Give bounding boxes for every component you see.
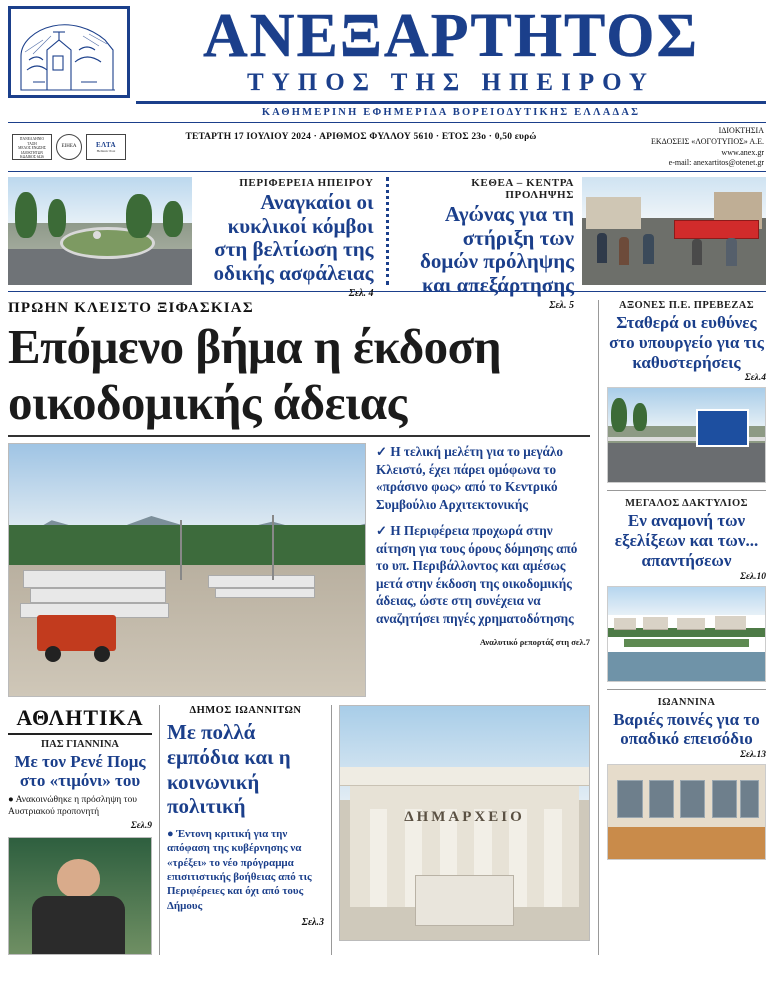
owner-website[interactable]: www.anex.gr <box>721 147 764 157</box>
municipality-body: ● Έντονη κριτική για την απόφαση της κυβέρνησης να «τρέξει» το νέο πρόγραμμα επισιτιστικής βοήθειας από τις Περιφέρειες και όχι από τους Δήμους <box>167 828 312 912</box>
teaser-1-headline: Αναγκαίοι οι κυκλικοί κόμβοι στη βελτίωση της οδικής ασφάλειας <box>213 190 374 285</box>
owner-line-2: ΕΚΔΟΣΕΙΣ «ΛΟΓΟΤΥΠΟΣ» Α.Ε. <box>650 136 764 146</box>
sports-headline: Με τον Ρενέ Πομς στο «τιμόνι» του <box>14 752 146 791</box>
right-2-kicker: ΜΕΓΑΛΟΣ ΔΑΚΤΥΛΙΟΣ <box>625 498 748 510</box>
owner-info <box>586 123 766 171</box>
masthead-rule <box>136 101 766 104</box>
right-divider-1 <box>607 490 766 491</box>
teaser-2-page: Σελ. 5 <box>549 300 574 312</box>
right-item-3[interactable] <box>607 697 766 860</box>
lead-bullet-2: ✓ Η Περιφέρεια προχωρά στην αίτηση για τους όρους δόμησης από το υπ. Περιβάλλοντος και αμέσως μετά στην έκδοση της οικοδομικής άδειας, ώστε στη συνέχεια να αναζητήσει πηγές χρηματοδότησης <box>376 523 578 627</box>
teaser-2-headline: Αγώνας για τη στήριξη των δομών πρόληψης και απεξάρτησης <box>419 202 574 297</box>
badge-group <box>8 123 136 171</box>
dateline: ΤΕΤΑΡΤΗ 17 ΙΟΥΛΙΟΥ 2024 · ΑΡΙΘΜΟΣ ΦΥΛΛΟΥ 5610 · ΕΤΟΣ 23ο · 0,50 ευρώ <box>185 132 537 143</box>
teaser-1[interactable] <box>192 177 382 300</box>
owner-line-1: ΙΔΙΟΚΤΗΣΙΑ <box>718 126 764 136</box>
teaser-1-page: Σελ. 4 <box>348 288 374 300</box>
right-item-2[interactable] <box>607 498 766 681</box>
court-hall-photo <box>607 764 766 860</box>
town-hall-photo <box>339 705 590 941</box>
right-1-headline: Σταθερά οι ευθύνες στο υπουργείο για τις καθυστερήσεις <box>609 313 764 372</box>
elta-badge-top: ΕΛΤΑ <box>95 140 117 149</box>
newspaper-logo <box>8 6 130 98</box>
castle-tower-icon <box>13 10 125 94</box>
seal-badge-text: ΕΙΗΕΑ <box>61 144 77 149</box>
right-1-kicker: ΑΞΟΝΕΣ Π.Ε. ΠΡΕΒΕΖΑΣ <box>618 300 755 312</box>
lead-credit: Αναλυτικό ρεπορτάζ στη σελ.7 <box>479 636 590 647</box>
owner-email[interactable]: e-mail: anexartitos@otenet.gr <box>668 158 764 168</box>
masthead-title-block <box>136 2 766 119</box>
municipality-block[interactable] <box>160 705 332 955</box>
teaser-1-kicker: ΠΕΡΙΦΕΡΕΙΑ ΗΠΕΙΡΟΥ <box>239 177 374 190</box>
teaser-divider <box>386 177 389 285</box>
lead-column <box>8 300 598 955</box>
right-1-page: Σελ.4 <box>744 373 766 384</box>
teaser-2-kicker: ΚΕΘΕΑ – ΚΕΝΤΡΑ ΠΡΟΛΗΨΗΣ <box>471 177 574 202</box>
sports-kicker: ΠΑΣ ΓΙΑΝΝΙΝΑ <box>40 739 119 751</box>
main-content <box>8 300 766 955</box>
badge-line-4: ΚΩΔΙΚΟΣ 6426 <box>20 155 44 160</box>
elta-badge <box>86 134 126 160</box>
press-registry-badge <box>12 134 52 160</box>
right-item-1[interactable] <box>607 300 766 483</box>
municipality-kicker: ΔΗΜΟΣ ΙΩΑΝΝΙΤΩΝ <box>189 705 302 717</box>
protest-rally-photo <box>582 177 766 285</box>
seal-badge <box>56 134 82 160</box>
sports-page: Σελ.9 <box>130 820 152 831</box>
badge-line-1: ΠΑΝΕΛΛΗΝΙΟ ΤΑΞΗ <box>19 137 45 146</box>
lead-kicker: ΠΡΩΗΝ ΚΛΕΙΣΤΟ ΞΙΦΑΣΚΙΑΣ <box>8 300 254 317</box>
lead-bullet-1: ✓ Η τελική μελέτη για το μεγάλο Κλειστό, έχει πάρει ομόφωνα το «πράσινο φως» από το Κεντρικό Συμβούλιο Αρχιτεκτονικής <box>376 444 563 512</box>
info-bar <box>8 122 766 172</box>
masthead <box>8 2 766 119</box>
badge-line-3: ΙΔΙΟΚΤΗΤΩΝ <box>21 150 43 155</box>
lead-headline-line-2: οικοδομικής άδειας <box>8 375 407 431</box>
elta-badge-bottom: Hellenic Post <box>96 149 116 154</box>
construction-site-photo <box>8 443 366 697</box>
city-aerial-photo <box>607 586 766 682</box>
coach-portrait-photo <box>8 837 152 955</box>
section-divider <box>8 291 766 292</box>
right-3-headline: Βαριές ποινές για το οπαδικό επεισόδιο <box>613 709 760 749</box>
right-divider-2 <box>607 689 766 690</box>
right-column <box>598 300 766 955</box>
bottom-row <box>8 705 590 955</box>
lead-rule <box>8 435 590 437</box>
right-2-page: Σελ.10 <box>740 571 766 582</box>
masthead-tagline: ΚΑΘΗΜΕΡΙΝΗ ΕΦΗΜΕΡΙΔΑ ΒΟΡΕΙΟΔΥΤΙΚΗΣ ΕΛΛΑΔΑΣ <box>261 107 641 119</box>
motorway-sign-photo <box>607 387 766 483</box>
lead-bullets <box>366 443 590 697</box>
building-sign-label: ΔΗΜΑΡΧΕΙΟ <box>404 809 525 826</box>
page-title: ΑΝΕΞΑΡΤΗΤΟΣ <box>202 2 700 70</box>
right-3-kicker: ΙΩΑΝΝΙΝΑ <box>657 696 716 708</box>
municipality-page: Σελ.3 <box>301 916 324 928</box>
sports-bullet: ● Ανακοινώθηκε η πρόσληψη του Αυστριακού προπονητή <box>8 795 137 818</box>
roundabout-photo <box>8 177 192 285</box>
badge-line-2: ΜΕΛΟΣ ΕΝΩΣΗΣ <box>18 146 46 151</box>
teaser-2[interactable] <box>393 177 583 312</box>
town-hall-block <box>332 705 590 955</box>
masthead-subtitle: ΤΥΠΟΣ ΤΗΣ ΗΠΕΙΡΟΥ <box>247 69 655 97</box>
sports-block[interactable] <box>8 705 160 955</box>
right-2-headline: Εν αναμονή των εξελίξεων και των... απαντήσεων <box>614 511 759 570</box>
municipality-headline: Με πολλά εμπόδια και η κοινωνική πολιτική <box>167 720 291 819</box>
lead-headline-line-1: Επόμενο βήμα η έκδοση <box>8 319 502 375</box>
sports-section-title: ΑΘΛΗΤΙΚΑ <box>8 705 152 735</box>
right-3-page: Σελ.13 <box>740 749 766 760</box>
lead-body <box>8 443 590 697</box>
